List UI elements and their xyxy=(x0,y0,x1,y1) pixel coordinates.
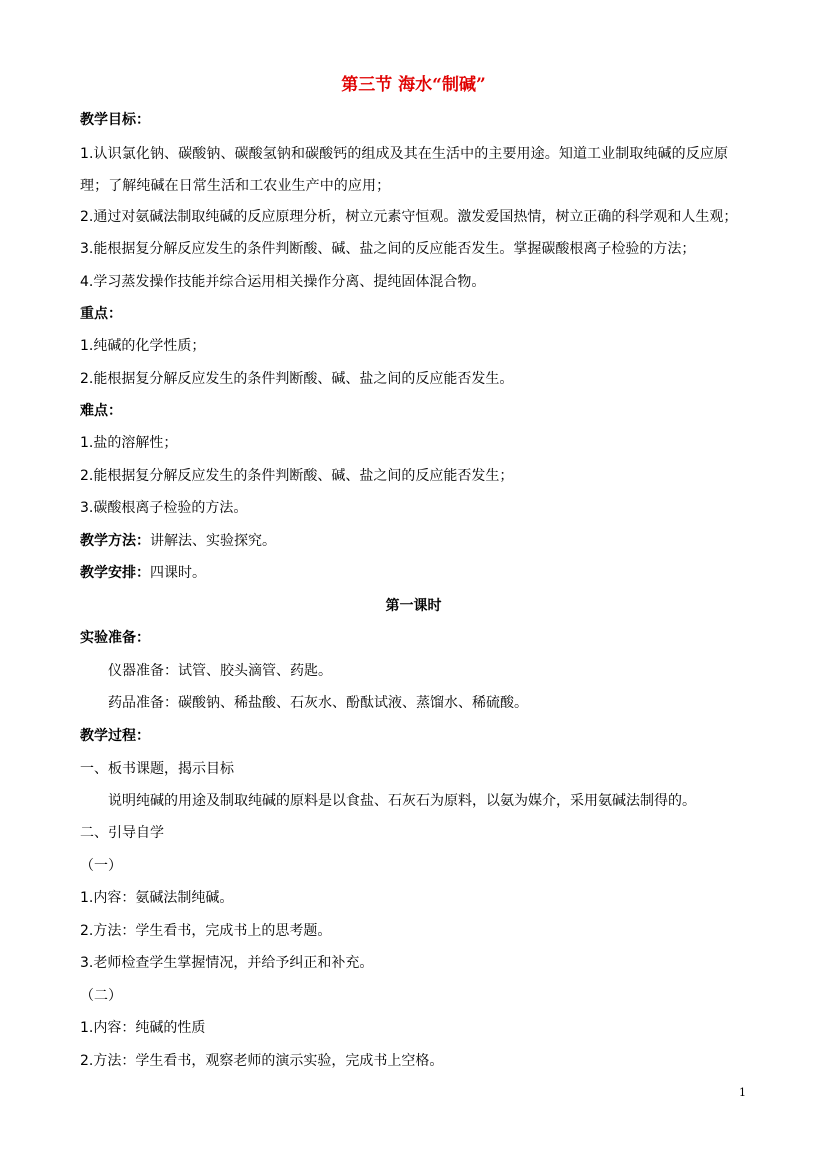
arrange-value: 四课时。 xyxy=(150,565,206,581)
process-item: 1.内容：氨碱法制纯碱。 xyxy=(80,890,234,906)
prep-heading: 实验准备： xyxy=(80,630,150,646)
process-item: 说明纯碱的用途及制取纯碱的原料是以食盐、石灰石为原料，以氨为媒介，采用氨碱法制得的。 xyxy=(108,793,696,809)
difficult-heading: 难点： xyxy=(80,403,122,419)
process-heading: 教学过程： xyxy=(80,728,150,744)
method-label: 教学方法： xyxy=(80,533,150,549)
key-item: 1.纯碱的化学性质； xyxy=(80,338,206,354)
key-item: 2.能根据复分解反应发生的条件判断酸、碱、盐之间的反应能否发生。 xyxy=(80,371,514,387)
goal-item: 3.能根据复分解反应发生的条件判断酸、碱、盐之间的反应能否发生。掌握碳酸根离子检验的方法； xyxy=(80,241,696,257)
method-value: 讲解法、实验探究。 xyxy=(150,533,276,549)
goal-item: 1.认识氯化钠、碳酸钠、碳酸氢钠和碳酸钙的组成及其在生活中的主要用途。知道工业制取纯碱的反应原理；了解纯碱在日常生活和工农业生产中的应用； xyxy=(80,146,729,194)
process-item: （一） xyxy=(80,858,122,874)
process-item: 3.老师检查学生掌握情况，并给予纠正和补充。 xyxy=(80,955,374,971)
process-item: 2.方法：学生看书，完成书上的思考题。 xyxy=(80,923,332,939)
process-item: 1.内容：纯碱的性质 xyxy=(80,1020,206,1036)
process-item: 2.方法：学生看书，观察老师的演示实验，完成书上空格。 xyxy=(80,1053,444,1069)
method-line xyxy=(80,532,276,550)
arrange-label: 教学安排： xyxy=(80,565,150,581)
prep-item: 药品准备：碳酸钠、稀盐酸、石灰水、酚酞试液、蒸馏水、稀硫酸。 xyxy=(108,695,528,711)
page-title: 第三节 海水“制碱” xyxy=(341,75,486,95)
arrange-line xyxy=(80,564,206,582)
difficult-item: 1.盐的溶解性； xyxy=(80,435,178,451)
key-heading: 重点： xyxy=(80,306,122,322)
goal-item: 2.通过对氨碱法制取纯碱的反应原理分析，树立元素守恒观。激发爱国热情，树立正确的科学观和人生观； xyxy=(80,209,738,225)
goals-heading: 教学目标： xyxy=(80,112,150,128)
prep-item: 仪器准备：试管、胶头滴管、药匙。 xyxy=(108,663,332,679)
process-item: 二、引导自学 xyxy=(80,825,164,841)
goal-item: 4.学习蒸发操作技能并综合运用相关操作分离、提纯固体混合物。 xyxy=(80,274,486,290)
difficult-item: 2.能根据复分解反应发生的条件判断酸、碱、盐之间的反应能否发生； xyxy=(80,468,514,484)
lesson-title: 第一课时 xyxy=(385,598,442,614)
process-item: （二） xyxy=(80,988,122,1004)
difficult-item: 3.碳酸根离子检验的方法。 xyxy=(80,500,248,516)
page-number: 1 xyxy=(739,1086,746,1099)
process-item: 一、板书课题，揭示目标 xyxy=(80,761,234,777)
